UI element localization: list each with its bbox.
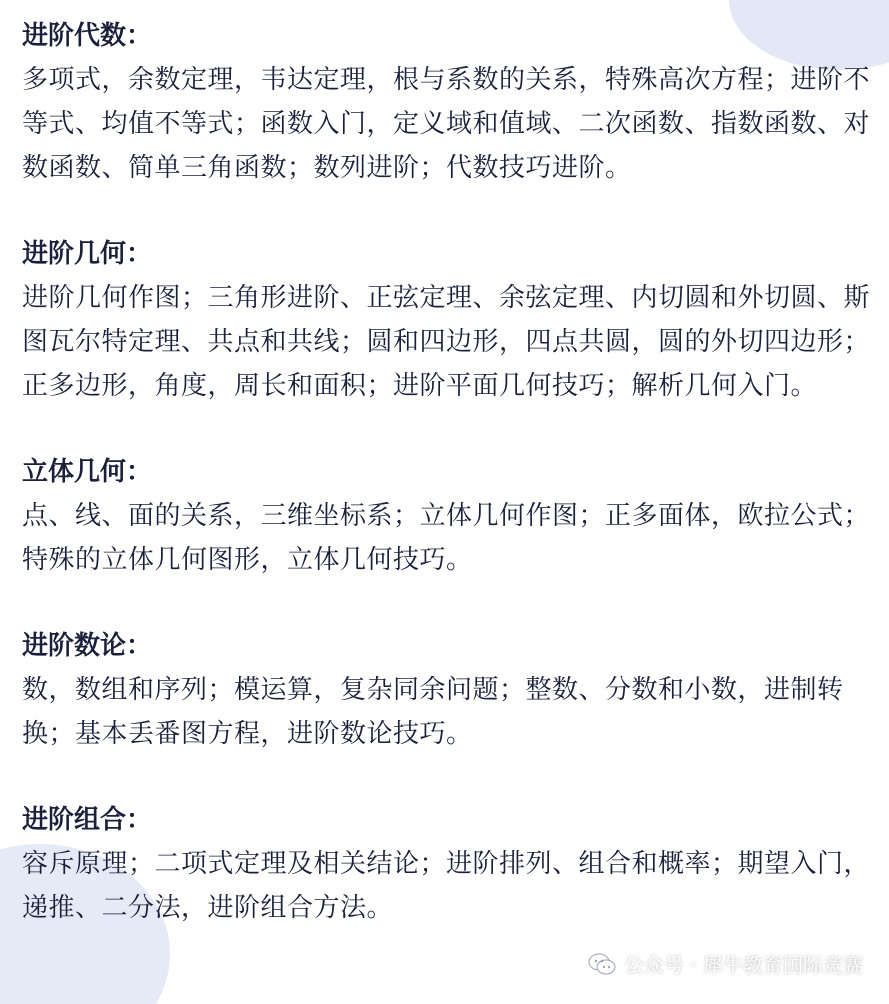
section-heading: 进阶几何： xyxy=(22,239,153,269)
section-body: 点、线、面的关系，三维坐标系；立体几何作图；正多面体，欧拉公式；特殊的立体几何图形，立体几何技巧。 xyxy=(22,501,871,575)
watermark-text: 公众号 · 犀牛教育国际竞赛 xyxy=(623,953,863,977)
section-solid-geometry xyxy=(22,450,872,582)
section-advanced-algebra xyxy=(22,14,872,190)
section-heading: 立体几何： xyxy=(22,457,153,487)
watermark xyxy=(588,949,863,978)
section-body: 进阶几何作图；三角形进阶、正弦定理、余弦定理、内切圆和外切圆、斯图瓦尔特定理、共点和共线；圆和四边形，四点共圆，圆的外切四边形；正多边形，角度，周长和面积；进阶平面几何技巧；解析几何入门。 xyxy=(22,283,871,401)
section-body: 容斥原理；二项式定理及相关结论；进阶排列、组合和概率；期望入门，递推、二分法，进阶组合方法。 xyxy=(22,849,871,923)
section-advanced-geometry xyxy=(22,232,872,408)
section-heading: 进阶组合： xyxy=(22,805,153,835)
section-body: 多项式，余数定理，韦达定理，根与系数的关系，特殊高次方程；进阶不等式、均值不等式；函数入门，定义域和值域、二次函数、指数函数、对数函数、简单三角函数；数列进阶；代数技巧进阶。 xyxy=(22,65,871,183)
wechat-icon xyxy=(588,953,616,975)
section-advanced-combinatorics xyxy=(22,798,872,930)
section-heading: 进阶数论： xyxy=(22,631,153,661)
section-advanced-number-theory xyxy=(22,624,872,756)
section-heading: 进阶代数： xyxy=(22,21,153,51)
content xyxy=(22,14,872,972)
section-body: 数，数组和序列；模运算，复杂同余问题；整数、分数和小数，进制转换；基本丢番图方程，进阶数论技巧。 xyxy=(22,675,844,749)
